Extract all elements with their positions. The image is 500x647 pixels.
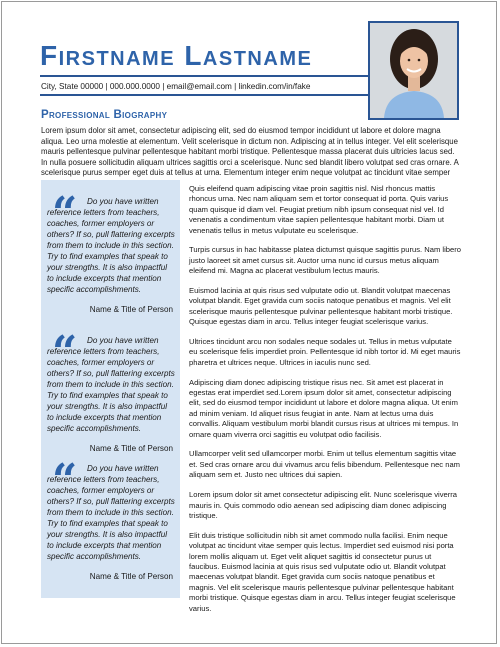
testimonial-attribution: Name & Title of Person bbox=[89, 305, 173, 314]
header-rule-bottom bbox=[40, 94, 369, 96]
portrait-illustration bbox=[370, 23, 457, 118]
contact-info: City, State 00000 | 000.000.0000 | email@email.com | linkedin.com/in/fake bbox=[41, 82, 311, 91]
quote-icon: “ bbox=[52, 188, 78, 239]
body-paragraph: Ultrices tincidunt arcu non sodales neque sodales ut. Tellus in metus vulputate eu scelerisque felis imperdiet proin. Pellentesque id nibh tortor id. Mi eget mauris pharetra et ultrices neque. Ultrices in iaculis nunc sed. bbox=[189, 337, 461, 367]
main-column bbox=[189, 184, 461, 623]
header-rule-top bbox=[40, 75, 369, 77]
body-paragraph: Lorem ipsum dolor sit amet consectetur adipiscing elit. Nunc scelerisque viverra mauris in. Quis commodo odio aenean sed adipiscing diam donec adipiscing tristique. bbox=[189, 490, 458, 520]
body-paragraph: Ullamcorper velit sed ullamcorper morbi. Enim ut tellus elementum sagittis vitae et. Sed cras ornare arcu dui vivamus arcu felis bibendum. Pellentesque nec nam aliquam sem et. Justo nec ultrices dui sapien. bbox=[189, 449, 460, 480]
testimonial-quote: Do you have written reference letters from teachers, coaches, former employers or others? If so, pull flattering excerpts from them to include in this section. Try to find examples that speak to your strengths. It is also impactful to include excerpts that mention specific accomplishments. bbox=[47, 197, 175, 294]
testimonial-attribution: Name & Title of Person bbox=[89, 444, 173, 453]
testimonial-attribution: Name & Title of Person bbox=[89, 572, 173, 581]
testimonial bbox=[47, 188, 175, 314]
body-paragraph: Elit duis tristique sollicitudin nibh sit amet commodo nulla facilisi. Enim neque volutpat ac tincidunt vitae semper quis lectus. Imperdiet sed euismod nisi porta lorem mollis aliquam ut. Eget velit aliquet sagittis id consectetur purus ut faucibus. Euismod lacinia at quis risus sed vulputate odio ut. Blandit volutpat maecenas volutpat blandit. Eget gravida cum sociis natoque penatibus et magnis. Vel elit scelerisque mauris pellentesque pulvinar pellentesque habitant morbi tristique. Quisque egestas diam in arcu. Tellus integer feugiat scelerisque varius. bbox=[189, 530, 456, 613]
testimonial-quote: Do you have written reference letters from teachers, coaches, former employers or others? If so, pull flattering excerpts from them to include in this section. Try to find examples that speak to your strengths. It is also impactful to include excerpts that mention specific accomplishments. bbox=[47, 464, 175, 561]
candidate-name: Firstname Lastname bbox=[40, 40, 313, 71]
testimonial bbox=[47, 455, 175, 581]
quote-icon: “ bbox=[52, 455, 78, 506]
body-paragraph: Quis eleifend quam adipiscing vitae proin sagittis nisl. Nisl rhoncus mattis rhoncus urna. Nec nam aliquam sem et tortor consequat id porta. Quis varius quam quisque id diam vel. Feugiat pretium nibh ipsum consequat nisl vel. Id venenatis a condimentum vitae sapien pellentesque habitant morbi. Diam ut venenatis tellus in metus vulputate eu scelerisque. bbox=[189, 184, 449, 235]
quote-icon: “ bbox=[52, 327, 78, 378]
profile-photo bbox=[368, 21, 459, 120]
testimonial bbox=[47, 327, 175, 453]
body-paragraph: Euismod lacinia at quis risus sed vulputate odio ut. Blandit volutpat maecenas volutpat blandit. Eget gravida cum sociis natoque penatibus et magnis. Vel elit scelerisque mauris pellentesque pulvinar pellentesque habitant morbi tristique. Quisque egestas diam in arcu. Tellus integer feugiat scelerisque varius. bbox=[189, 286, 453, 327]
testimonial-quote: Do you have written reference letters from teachers, coaches, former employers or others? If so, pull flattering excerpts from them to include in this section. Try to find examples that speak to your strengths. It is also impactful to include excerpts that mention specific accomplishments. bbox=[47, 336, 175, 433]
body-paragraph: Adipiscing diam donec adipiscing tristique risus nec. Sit amet est placerat in egestas erat imperdiet sed.Lorem ipsum dolor sit amet, consectetur adipiscing elit, sed do eiusmod tempor incididunt ut labore et dolore magna aliqua. Ut enim ad minim veniam. Id aliquet risus feugiat in ante. Nam at lectus urna duis convallis. Aliquam vestibulum morbi blandit cursus risus at ultrices mi tempus. In ornare quam viverra orci sagittis eu volutpat odio facilisis. bbox=[189, 377, 459, 439]
body-paragraph: Turpis cursus in hac habitasse platea dictumst quisque sagittis purus. Nam libero justo laoreet sit amet cursus sit. Auctor urna nunc id cursus metus aliquam eleifend mi. Magna ac placerat vestibulum lectus mauris. bbox=[189, 245, 461, 276]
biography-text: Lorem ipsum dolor sit amet, consectetur adipiscing elit, sed do eiusmod tempor incididunt ut labore et dolore magna aliqua. Leo urna molestie at elementum. Velit scelerisque in dictum non. Adipiscing at in tellus integer. Vel elit scelerisque mauris pellentesque pulvinar pellentesque habitant morbi tristique. Pellentesque massa placerat duis ultricies lacus sed. In nulla posuere sollicitudin aliquam ultrices sagittis orci a scelerisque. Nunc sed blandit libero volutpat sed cras ornare. A scelerisque purus semper eget duis at tellus at urna. Elementum integer enim neque volutpat ac tincidunt vitae semper bbox=[41, 126, 459, 178]
biography-heading: Professional Biography bbox=[41, 109, 168, 121]
testimonials-sidebar bbox=[41, 180, 180, 598]
